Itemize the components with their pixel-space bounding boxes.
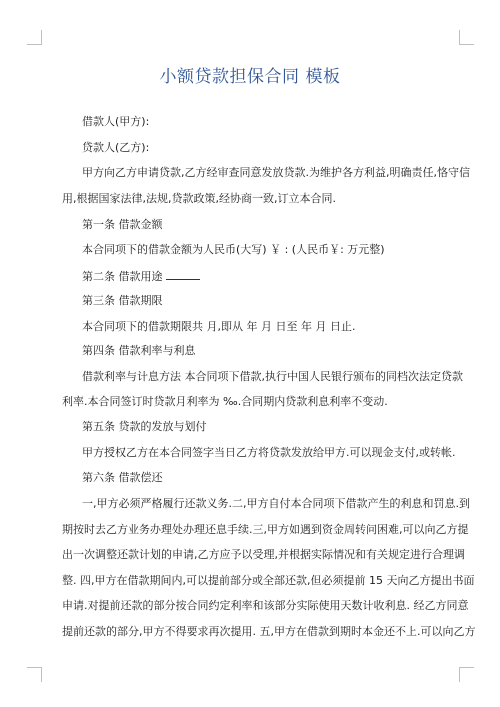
article-6-text-4: 整. 四,甲方在借款期间内,可以提前部分或全部还款,但必须提前 15 天向乙方提出书面 [62, 574, 475, 587]
crop-mark-bottom-left [27, 667, 42, 682]
fill-in-blank [166, 269, 200, 280]
lender-line: 贷款人(乙方): [82, 141, 150, 154]
article-3-text: 本合同项下的借款期限共 月,即从 年 月 日至 年 月 日止. [82, 320, 356, 333]
crop-mark-top-right [459, 30, 474, 45]
borrower-line: 借款人(甲方): [82, 115, 150, 128]
document-title: 小额贷款担保合同 模板 [159, 67, 341, 87]
article-3-heading: 第三条 借款期限 [82, 294, 163, 307]
article-6-text-2: 期按时去乙方业务办理处办理还息手续.三,甲方如遇到资金周转问困难,可以向乙方提 [62, 523, 469, 536]
article-6-text-3: 出一次调整还款计划的申请,乙方应予以受理,并根据实际情况和有关规定进行合理调 [62, 548, 465, 561]
article-2-heading [82, 269, 200, 284]
crop-mark-bottom-right [459, 667, 474, 682]
article-6-text-5: 申请.对提前还款的部分按合同约定利率和该部分实际使用天数计收利息. 经乙方同意 [62, 599, 469, 612]
crop-mark-top-left [27, 30, 42, 45]
article-6-heading: 第六条 借款偿还 [82, 471, 163, 484]
article-1-heading: 第一条 借款金额 [82, 218, 163, 231]
article-1-text: 本合同项下的借款金额为人民币(大写) ￥ : (人民币￥: 万元整) [82, 243, 385, 256]
article-4-heading: 第四条 借款利率与利息 [82, 344, 196, 357]
article-6-text-1: 一,甲方必须严格履行还款义务.二,甲方自付本合同项下借款产生的利息和罚息.到 [82, 497, 470, 510]
article-4-text-2: 利率.本合同签订时贷款月利率为 ‰.合同期内贷款利息利率不变动. [62, 395, 388, 408]
article-5-heading: 第五条 贷款的发放与划付 [82, 420, 207, 433]
article-5-text: 甲方授权乙方在本合同签字当日乙方将贷款发放给甲方.可以现金支付,或转帐. [82, 446, 456, 459]
article-6-text-6: 提前还款的部分,甲方不得要求再次提用. 五,甲方在借款到期时本金还不上.可以向乙方 [62, 625, 476, 638]
intro-line-1: 甲方向乙方申请贷款,乙方经审查同意发放贷款.为维护各方利益,明确责任,恪守信 [82, 166, 470, 179]
article-4-text-1: 借款利率与计息方法 本合同项下借款,执行中国人民银行颁布的同档次法定贷款 [82, 370, 463, 383]
intro-line-2: 用,根据国家法律,法规,贷款政策,经协商一致,订立本合同. [62, 192, 336, 205]
article-2-heading-text: 第二条 借款用途 [82, 270, 163, 283]
